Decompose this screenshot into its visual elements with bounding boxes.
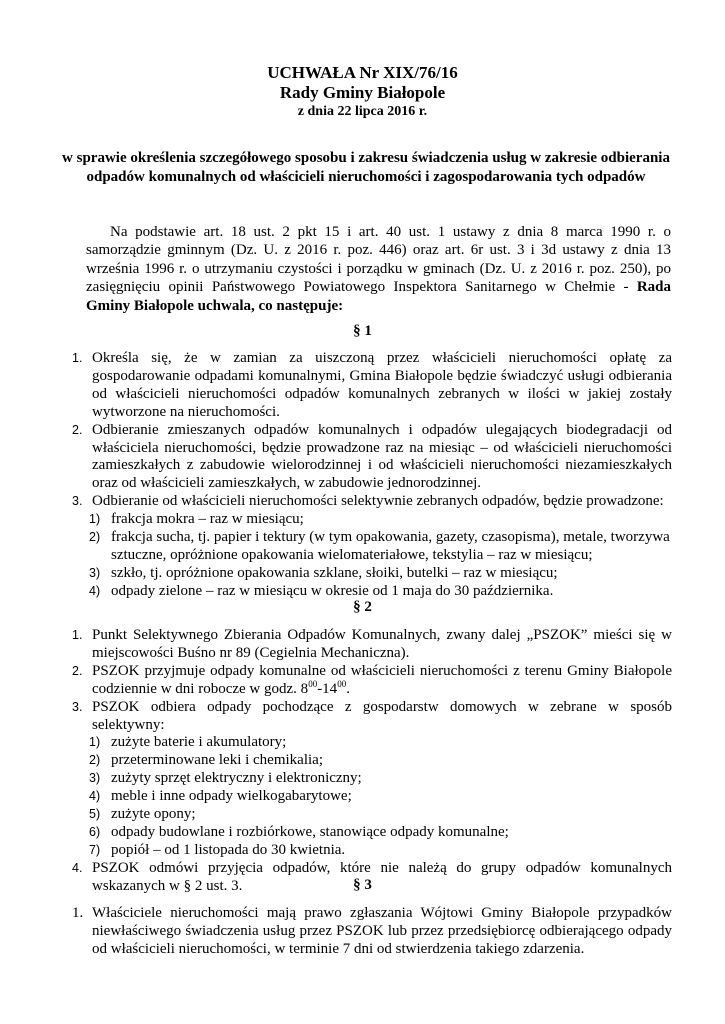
resolution-title: UCHWAŁA Nr XIX/76/16: [267, 63, 458, 82]
subitem-number: 7): [89, 842, 101, 857]
item-text: PSZOK odbiera odpady pochodzące z gospodarstw domowych w zebrane w sposób selektywny:: [92, 698, 672, 733]
item-number: 3.: [72, 494, 83, 509]
item-number: 3.: [72, 699, 83, 714]
sublist-item: [60, 529, 672, 565]
hours-superscript: 00: [308, 678, 318, 689]
resolution-subject: w sprawie określenia szczegółowego sposobu i zakresu świadczenia usług w zakresie odbierania odpadów komunalnych od właścicieli nieruchomości i zagospodarowania tych odpadów: [62, 150, 670, 185]
subitem-number: 4): [89, 583, 101, 598]
item-text: PSZOK odmówi przyjęcia odpadów, które nie należą do grupy odpadów komunalnych wskazanych w § 2 ust. 3.: [92, 859, 672, 894]
sublist-item: [60, 788, 672, 806]
section-2-list: [60, 627, 672, 896]
preamble-text: Na podstawie art. 18 ust. 2 pkt 15 i art. 40 ust. 1 ustawy z dnia 8 marca 1990 r. o samorządzie gminnym (Dz. U. z 2016 r. poz. 446) oraz art. 6r ust. 3 i 3d ustawy z dnia 13 września 1996 r. o utrzymaniu czystości i porządku w gminach (Dz. U. z 2016 r. poz. 250), po zasięgnięciu opinii Państwowego Powiatowego Inspektora Sanitarnego w Chełmie -: [86, 224, 671, 296]
section-3-list: [60, 905, 672, 959]
sublist-item: [60, 752, 672, 770]
section-1-sublist: [89, 511, 672, 601]
item-text: Odbieranie od właścicieli nieruchomości selektywnie zebranych odpadów, będzie prowadzone:: [92, 493, 664, 510]
subitem-number: 4): [89, 789, 101, 804]
subitem-text: popiół – od 1 listopada do 30 kwietnia.: [111, 841, 346, 858]
section-2-item-1: [60, 627, 672, 663]
subitem-text: zużyte baterie i akumulatory;: [111, 734, 287, 751]
section-2-sublist: [89, 734, 672, 859]
sublist-item: [60, 824, 672, 842]
item-number: 4.: [72, 860, 83, 875]
sublist-item: [60, 770, 672, 788]
section-1-list: [60, 350, 672, 601]
section-3-item-1: [60, 905, 672, 959]
preamble-bold-tail: Rada Gminy Białopole uchwala, co następuje:: [86, 279, 671, 314]
resolution-issuer: Rady Gminy Białopole: [279, 83, 446, 102]
sublist-item: [60, 842, 672, 860]
subitem-number: 3): [89, 565, 101, 580]
item-text: Punkt Selektywnego Zbierania Odpadów Komunalnych, zwany dalej „PSZOK” mieści się w miejscowości Buśno nr 89 (Cegielnia Mechaniczna).: [92, 627, 672, 661]
section-2-item-2: [60, 663, 672, 699]
section-1-item-3: [60, 493, 672, 600]
subitem-text: szkło, tj. opróżnione opakowania szklane, słoiki, butelki – raz w miesiącu;: [111, 564, 558, 581]
subitem-number: 1): [89, 735, 101, 750]
item-number: 1.: [72, 905, 84, 921]
subitem-number: 6): [89, 824, 101, 839]
subitem-number: 2): [89, 530, 101, 545]
hours-end: .: [346, 680, 350, 697]
section-1-item-1: [60, 350, 672, 422]
sublist-item: [60, 734, 672, 752]
subitem-text: zużyte opony;: [111, 806, 196, 823]
subitem-number: 2): [89, 753, 101, 768]
subitem-text: frakcja sucha, tj. papier i tektury (w tym opakowania, gazety, czasopisma), metale, tworzywa sztuczne, opróżnione opakowania wielomateriałowe, tekstylia – raz w miesiącu;: [111, 529, 670, 563]
item-number: 2.: [72, 663, 83, 678]
section-1-item-2: [60, 422, 672, 494]
section-3-heading: § 3: [353, 877, 372, 893]
hours-dash: -14: [317, 680, 338, 697]
subitem-text: odpady budowlane i rozbiórkowe, stanowiące odpady komunalne;: [111, 823, 509, 840]
subitem-number: 1): [89, 512, 101, 527]
section-2-item-3: [60, 699, 672, 860]
section-2-heading: § 2: [353, 599, 372, 615]
item-text: Właściciele nieruchomości mają prawo zgłaszania Wójtowi Gminy Białopole przypadków niewłaściwego świadczenia usług przez PSZOK lub przez przedsiębiorcę odbierającego odpady od właścicieli nieruchomości, w terminie 7 dni od stwierdzenia takiego zdarzenia.: [92, 905, 672, 957]
item-number: 1.: [72, 351, 83, 365]
subitem-text: frakcja mokra – raz w miesiącu;: [111, 511, 304, 528]
subitem-number: 5): [89, 807, 101, 822]
item-text: Odbieranie zmieszanych odpadów komunalnych i odpadów ulegających biodegradacji od właściciela nieruchomości, będzie prowadzone raz na miesiąc – od właścicieli nieruchomości zamieszkałych z zabudowie wielorodzinnej i od właścicieli nieruchomości niezamieszkałych oraz od właścicieli zamieszkałych, w zabudowie jednorodzinnej.: [92, 421, 672, 492]
section-1-heading: § 1: [353, 323, 372, 339]
subitem-text: zużyty sprzęt elektryczny i elektroniczny;: [111, 770, 362, 787]
hours-superscript: 00: [337, 678, 347, 689]
item-text: Określa się, że w zamian za uiszczoną przez właścicieli nieruchomości opłatę za gospodarowanie odpadami komunalnymi, Gmina Białopole będzie świadczyć usługi odbierania od właścicieli nieruchomości odpadów komunalnych zebranych w ilości w jakiej zostały wytworzone na nieruchomości.: [92, 350, 672, 420]
item-text: PSZOK przyjmuje odpady komunalne od właścicieli nieruchomości z terenu Gminy Białopole codziennie w dni robocze w godz. 8: [92, 662, 672, 697]
subitem-text: meble i inne odpady wielkogabarytowe;: [111, 788, 352, 805]
resolution-date: z dnia 22 lipca 2016 r.: [297, 104, 428, 119]
item-number: 1.: [72, 628, 83, 642]
subitem-text: przeterminowane leki i chemikalia;: [111, 752, 323, 769]
item-number: 2.: [72, 422, 83, 437]
sublist-item: [60, 511, 672, 529]
sublist-item: [60, 806, 672, 824]
subitem-number: 3): [89, 771, 101, 786]
subitem-text: odpady zielone – raz w miesiącu w okresie od 1 maja do 30 października.: [111, 582, 554, 599]
sublist-item: [60, 565, 672, 583]
preamble: [86, 223, 671, 315]
